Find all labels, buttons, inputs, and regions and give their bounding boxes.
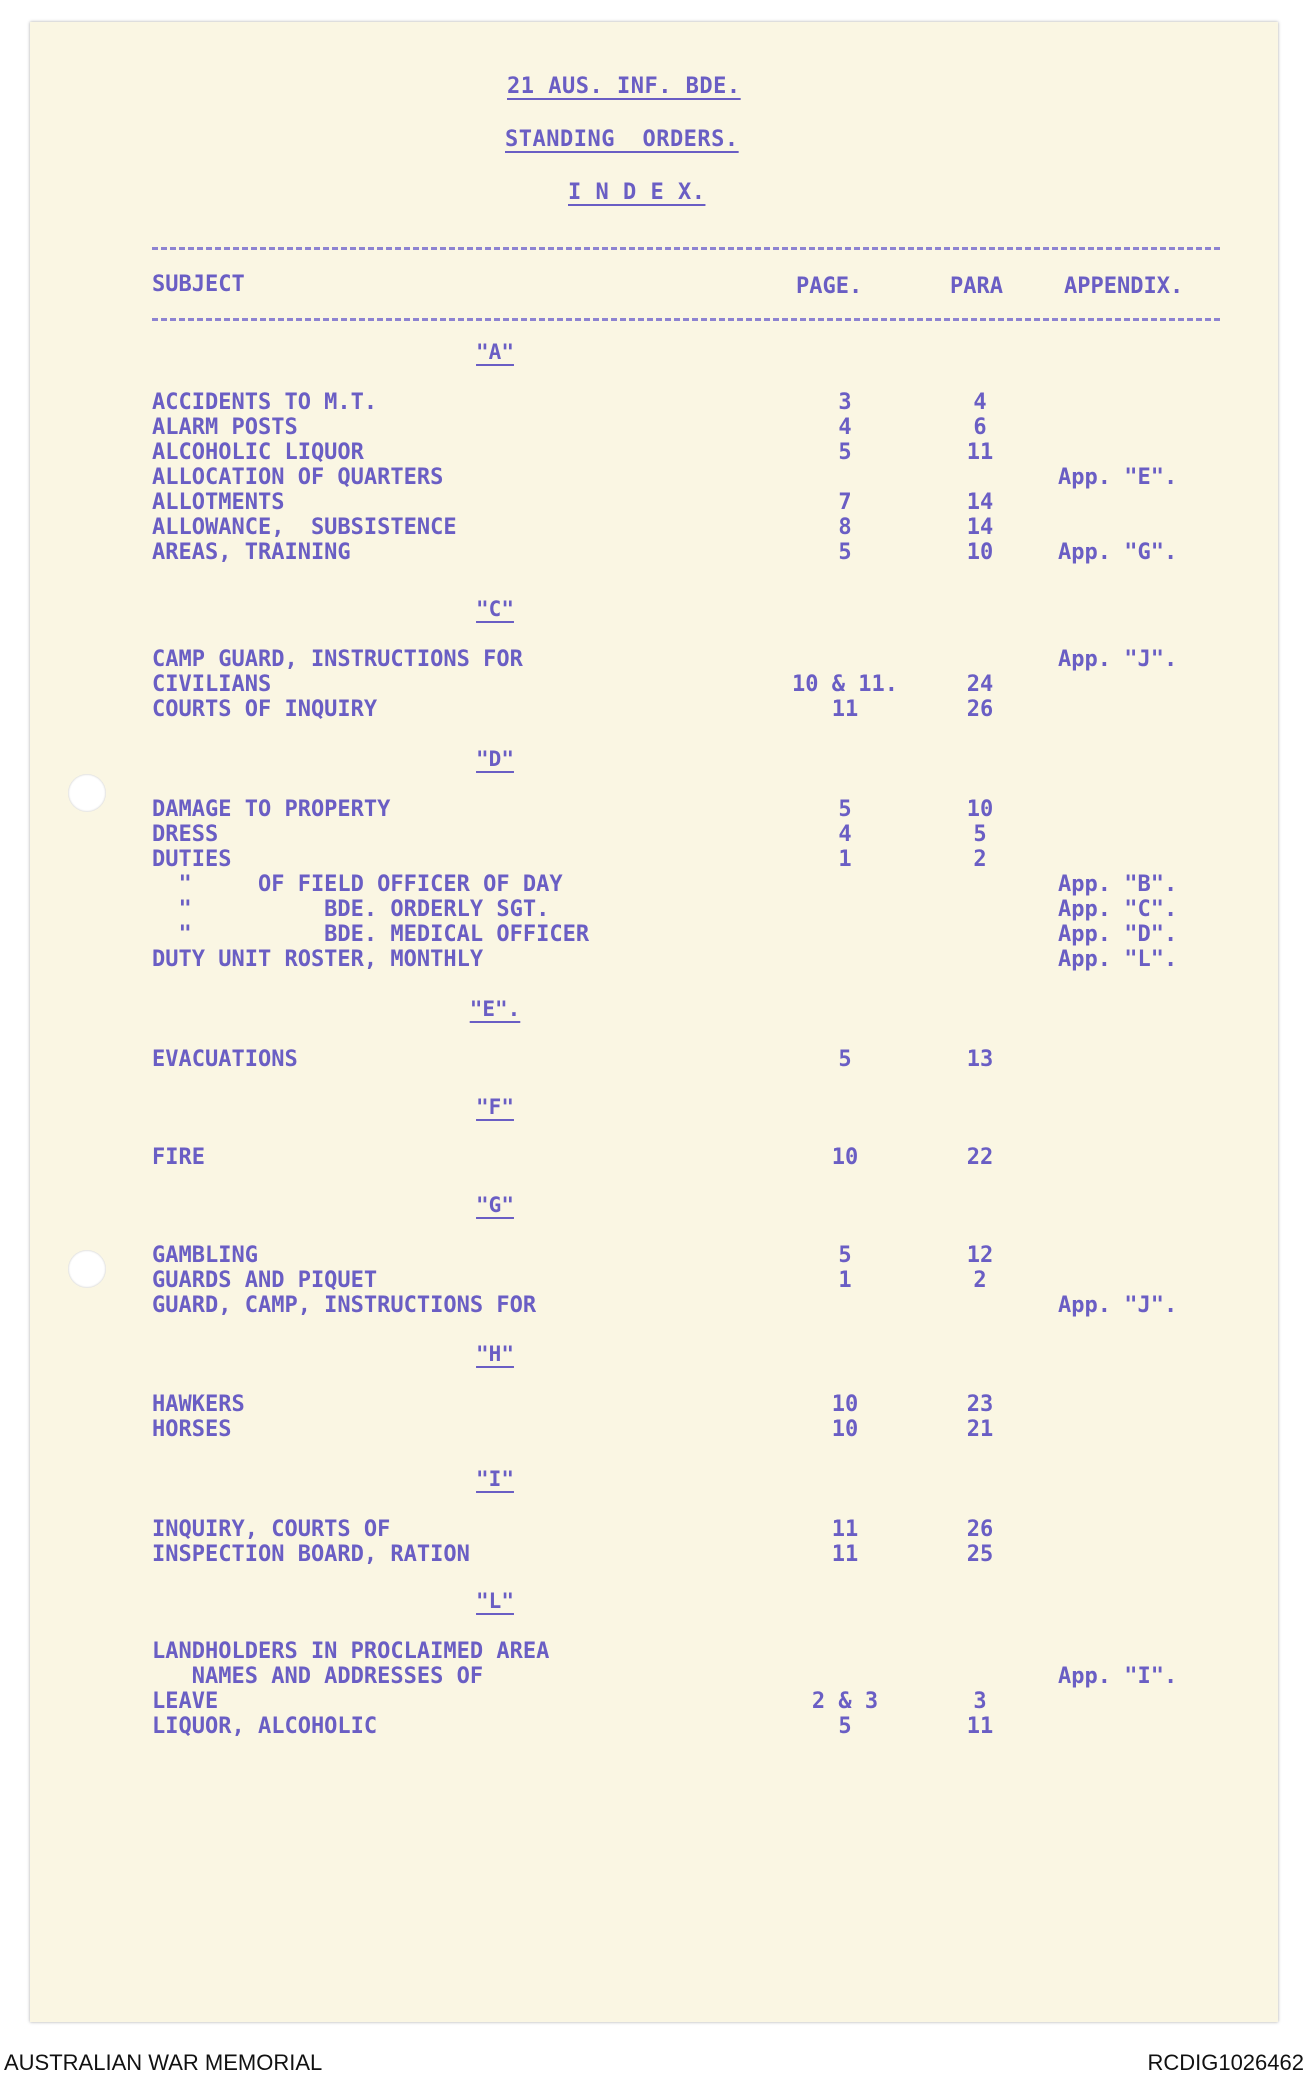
index-appendix: App. "G". [1058,540,1178,565]
index-row [30,697,1278,721]
index-para: 4 [973,390,987,415]
index-subject: HORSES [152,1417,232,1442]
index-row [30,822,1278,846]
index-appendix: App. "E". [1058,465,1178,490]
index-page: 11 [831,1517,859,1542]
index-subject: HAWKERS [152,1392,245,1417]
section-letter: "L" [476,1589,514,1613]
index-subject: " BDE. MEDICAL OFFICER [152,922,590,947]
index-subject: FIRE [152,1145,205,1170]
index-para: 2 [973,847,987,872]
index-row [30,1145,1278,1169]
index-appendix: App. "J". [1058,647,1178,672]
index-para: 26 [966,1517,994,1542]
index-para: 6 [973,415,987,440]
index-subject: CIVILIANS [152,672,272,697]
index-para: 26 [966,697,994,722]
index-page: 10 [831,1417,859,1442]
index-row [30,897,1278,921]
index-page: 11 [831,697,859,722]
index-page: 10 [831,1392,859,1417]
index-page: 10 [831,1145,859,1170]
index-subject: ACCIDENTS TO M.T. [152,390,378,415]
index-subject: GUARDS AND PIQUET [152,1268,378,1293]
index-row [30,847,1278,871]
index-page: 4 [838,415,852,440]
index-row [30,465,1278,489]
index-page: 8 [838,515,852,540]
index-subject: ALCOHOLIC LIQUOR [152,440,364,465]
index-row [30,1293,1278,1317]
index-row [30,922,1278,946]
index-subject: INQUIRY, COURTS OF [152,1517,391,1542]
index-subject: LIQUOR, ALCOHOLIC [152,1714,378,1739]
index-para: 2 [973,1268,987,1293]
index-subject: LANDHOLDERS IN PROCLAIMED AREA [152,1639,550,1664]
header-top-rule [152,247,1220,250]
index-page: 1 [838,1268,852,1293]
index-subject: INSPECTION BOARD, RATION [152,1542,470,1567]
section-letter: "A" [476,340,514,364]
index-row [30,1517,1278,1541]
index-page: 11 [831,1542,859,1567]
index-row [30,1392,1278,1416]
index-row [30,672,1278,696]
section-letter: "I" [476,1467,514,1491]
section-letter: "F" [476,1095,514,1119]
index-row [30,440,1278,464]
para-header: PARA [950,274,1003,299]
index-para: 12 [966,1243,994,1268]
index-para: 11 [966,1714,994,1739]
index-row [30,415,1278,439]
index-subject: GUARD, CAMP, INSTRUCTIONS FOR [152,1293,537,1318]
section-letter: "C" [476,597,514,621]
index-row [30,390,1278,414]
index-subject: ALLOWANCE, SUBSISTENCE [152,515,457,540]
index-appendix: App. "L". [1058,947,1178,972]
appendix-header: APPENDIX. [1064,274,1184,299]
index-page: 5 [838,540,852,565]
index-para: 11 [966,440,994,465]
index-row [30,1664,1278,1688]
index-page: 3 [838,390,852,415]
page-header: PAGE. [796,274,863,299]
index-appendix: App. "D". [1058,922,1178,947]
document-page [30,22,1278,2022]
index-page: 5 [838,1714,852,1739]
index-row [30,1047,1278,1071]
index-subject: ALARM POSTS [152,415,298,440]
index-row [30,872,1278,896]
index-para: 10 [966,540,994,565]
index-row [30,1268,1278,1292]
section-letter: "H" [476,1342,514,1366]
index-subject: DRESS [152,822,219,847]
index-para: 5 [973,822,987,847]
index-para: 14 [966,515,994,540]
index-subject: AREAS, TRAINING [152,540,351,565]
archive-credit: AUSTRALIAN WAR MEMORIAL [4,2050,323,2075]
index-row [30,540,1278,564]
index-row [30,647,1278,671]
index-title: I N D E X. [568,180,706,205]
index-subject: NAMES AND ADDRESSES OF [152,1664,484,1689]
index-row [30,947,1278,971]
index-subject: COURTS OF INQUIRY [152,697,378,722]
index-appendix: App. "B". [1058,872,1178,897]
index-page: 1 [838,847,852,872]
index-page: 7 [838,490,852,515]
index-page: 10 & 11. [792,672,898,697]
index-page: 4 [838,822,852,847]
index-row [30,1714,1278,1738]
index-subject: CAMP GUARD, INSTRUCTIONS FOR [152,647,523,672]
index-subject: ALLOTMENTS [152,490,285,515]
index-appendix: App. "C". [1058,897,1178,922]
index-para: 21 [966,1417,994,1442]
subject-header: SUBJECT [152,272,245,297]
index-subject: LEAVE [152,1689,219,1714]
section-letter: "D" [476,747,514,771]
index-subject: " BDE. ORDERLY SGT. [152,897,550,922]
index-para: 14 [966,490,994,515]
section-letter: "G" [476,1193,514,1217]
index-subject: DUTIES [152,847,232,872]
header-bottom-rule [152,318,1220,321]
index-subject: GAMBLING [152,1243,258,1268]
index-row [30,1243,1278,1267]
index-page: 5 [838,797,852,822]
index-row [30,797,1278,821]
index-page: 5 [838,1047,852,1072]
index-para: 25 [966,1542,994,1567]
index-subject: " OF FIELD OFFICER OF DAY [152,872,563,897]
brigade-title: 21 AUS. INF. BDE. [507,74,741,99]
index-row [30,1417,1278,1441]
index-appendix: App. "I". [1058,1664,1178,1689]
index-subject: DUTY UNIT ROSTER, MONTHLY [152,947,484,972]
index-subject: EVACUATIONS [152,1047,298,1072]
index-row [30,490,1278,514]
index-page: 5 [838,440,852,465]
index-para: 10 [966,797,994,822]
index-para: 3 [973,1689,987,1714]
index-row [30,1639,1278,1663]
index-row [30,1689,1278,1713]
index-para: 13 [966,1047,994,1072]
section-letter: "E". [469,997,521,1021]
index-page: 2 & 3 [811,1689,879,1714]
index-page: 5 [838,1243,852,1268]
index-para: 22 [966,1145,994,1170]
index-appendix: App. "J". [1058,1293,1178,1318]
index-para: 24 [966,672,994,697]
index-subject: ALLOCATION OF QUARTERS [152,465,444,490]
index-row [30,1542,1278,1566]
index-para: 23 [966,1392,994,1417]
index-subject: DAMAGE TO PROPERTY [152,797,391,822]
index-row [30,515,1278,539]
standing-orders-title: STANDING ORDERS. [505,127,739,152]
archive-id: RCDIG1026462 [1147,2050,1304,2075]
